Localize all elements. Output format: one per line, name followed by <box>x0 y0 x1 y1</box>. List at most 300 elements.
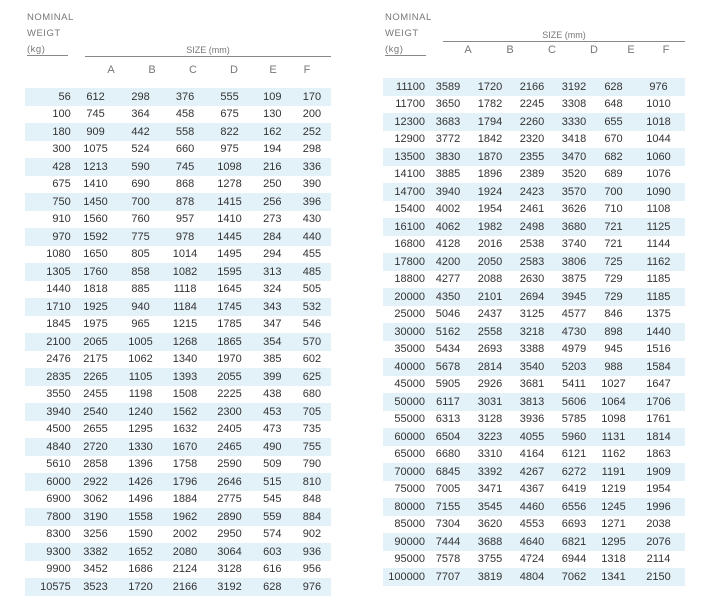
table-row <box>25 228 331 246</box>
size-cell-d: 5411 <box>553 376 595 394</box>
size-cell-b: 3031 <box>469 393 511 411</box>
size-cell-f: 755 <box>293 438 331 456</box>
size-cell-c: 878 <box>163 193 207 211</box>
size-cell-b: 965 <box>118 316 162 334</box>
size-cell-d: 3308 <box>553 96 595 114</box>
column-letter: D <box>574 44 614 56</box>
size-cell-e: 324 <box>252 281 293 299</box>
table-row <box>383 306 685 324</box>
table-row <box>25 246 331 264</box>
size-cell-b: 1720 <box>118 578 162 596</box>
size-cell-a: 4350 <box>427 288 469 306</box>
size-cell-f: 810 <box>293 473 331 491</box>
nominal-weight-cell: 25000 <box>383 306 427 324</box>
nominal-weight-cell: 5610 <box>25 456 73 474</box>
size-cell-a: 1213 <box>73 158 119 176</box>
size-cell-c: 2355 <box>511 148 553 166</box>
size-cell-f: 1010 <box>632 96 685 114</box>
size-cell-e: 648 <box>595 96 632 114</box>
size-cell-f: 440 <box>293 228 331 246</box>
nominal-weight-cell: 13500 <box>383 148 427 166</box>
size-cell-b: 3471 <box>469 481 511 499</box>
size-cell-d: 6556 <box>553 498 595 516</box>
size-cell-f: 532 <box>293 298 331 316</box>
size-cell-f: 976 <box>293 578 331 596</box>
size-cell-d: 6821 <box>553 533 595 551</box>
size-cell-c: 3125 <box>511 306 553 324</box>
size-cell-f: 848 <box>293 491 331 509</box>
nominal-weight-cell: 75000 <box>383 481 427 499</box>
size-cell-d: 1595 <box>207 263 251 281</box>
size-cell-a: 6680 <box>427 446 469 464</box>
size-cell-a: 1925 <box>73 298 119 316</box>
table-row <box>25 88 331 106</box>
nominal-weight-cell: 14100 <box>383 166 427 184</box>
size-cell-a: 3062 <box>73 491 119 509</box>
table-row <box>25 351 331 369</box>
size-cell-c: 4267 <box>511 463 553 481</box>
size-cell-c: 1118 <box>163 281 207 299</box>
size-cell-b: 2101 <box>469 288 511 306</box>
table-row <box>383 183 685 201</box>
nominal-weight-cell: 70000 <box>383 463 427 481</box>
size-cell-d: 2590 <box>207 456 251 474</box>
nominal-weight-cell: 14700 <box>383 183 427 201</box>
size-cell-e: 721 <box>595 218 632 236</box>
nominal-weight-cell: 1305 <box>25 263 73 281</box>
size-cell-f: 430 <box>293 211 331 229</box>
size-cell-c: 4640 <box>511 533 553 551</box>
size-cell-a: 745 <box>73 106 119 124</box>
size-cell-b: 1842 <box>469 131 511 149</box>
size-cell-e: 250 <box>252 176 293 194</box>
size-cell-a: 3683 <box>427 113 469 131</box>
size-cell-f: 200 <box>293 106 331 124</box>
size-cell-a: 3256 <box>73 526 119 544</box>
nominal-weight-cell: 6000 <box>25 473 73 491</box>
nominal-weight-cell: 18800 <box>383 271 427 289</box>
size-cell-e: 385 <box>252 351 293 369</box>
column-letter: C <box>532 44 572 56</box>
size-cell-e: 490 <box>252 438 293 456</box>
size-cell-c: 3218 <box>511 323 553 341</box>
size-cell-e: 313 <box>252 263 293 281</box>
size-cell-e: 109 <box>252 88 293 106</box>
size-cell-d: 1785 <box>207 316 251 334</box>
size-cell-b: 3223 <box>469 428 511 446</box>
size-cell-c: 1393 <box>163 368 207 386</box>
left-size-table <box>25 88 331 596</box>
size-cell-e: 1162 <box>595 446 632 464</box>
table-row <box>383 393 685 411</box>
size-cell-a: 7707 <box>427 568 469 586</box>
nominal-weight-cell: 95000 <box>383 551 427 569</box>
size-cell-e: 473 <box>252 421 293 439</box>
size-cell-c: 4804 <box>511 568 553 586</box>
size-cell-c: 2630 <box>511 271 553 289</box>
size-cell-d: 3875 <box>553 271 595 289</box>
size-cell-f: 396 <box>293 193 331 211</box>
size-cell-f: 1162 <box>632 253 685 271</box>
size-cell-c: 3681 <box>511 376 553 394</box>
table-row <box>383 463 685 481</box>
table-row <box>383 323 685 341</box>
size-cell-a: 1560 <box>73 211 119 229</box>
size-cell-b: 3310 <box>469 446 511 464</box>
size-cell-d: 6121 <box>553 446 595 464</box>
size-cell-a: 6313 <box>427 411 469 429</box>
nominal-weight-label: NOMINAL WEIGT (kg) <box>385 10 432 58</box>
size-cell-a: 1760 <box>73 263 119 281</box>
size-underline <box>443 41 685 42</box>
size-cell-d: 3192 <box>553 78 595 96</box>
size-cell-a: 2655 <box>73 421 119 439</box>
size-cell-d: 3680 <box>553 218 595 236</box>
size-cell-e: 294 <box>252 246 293 264</box>
size-cell-c: 2320 <box>511 131 553 149</box>
size-cell-d: 5203 <box>553 358 595 376</box>
size-cell-b: 1924 <box>469 183 511 201</box>
nominal-weight-cell: 35000 <box>383 341 427 359</box>
size-cell-c: 957 <box>163 211 207 229</box>
size-cell-a: 2065 <box>73 333 119 351</box>
size-cell-f: 1076 <box>632 166 685 184</box>
size-cell-b: 1652 <box>118 543 162 561</box>
size-cell-b: 3545 <box>469 498 511 516</box>
size-cell-f: 902 <box>293 526 331 544</box>
size-cell-b: 2814 <box>469 358 511 376</box>
table-row <box>25 526 331 544</box>
size-cell-d: 6944 <box>553 551 595 569</box>
nominal-weight-cell: 4840 <box>25 438 73 456</box>
size-cell-e: 1271 <box>595 516 632 534</box>
table-row <box>383 428 685 446</box>
column-letter: B <box>490 44 530 56</box>
nominal-weight-cell: 40000 <box>383 358 427 376</box>
size-cell-b: 1896 <box>469 166 511 184</box>
nominal-weight-cell: 30000 <box>383 323 427 341</box>
nominal-weight-cell: 50000 <box>383 393 427 411</box>
size-cell-f: 790 <box>293 456 331 474</box>
nominal-weight-cell: 11100 <box>383 78 427 96</box>
size-cell-b: 524 <box>118 141 162 159</box>
size-cell-b: 1330 <box>118 438 162 456</box>
table-row <box>383 411 685 429</box>
size-cell-a: 1450 <box>73 193 119 211</box>
size-cell-d: 1410 <box>207 211 251 229</box>
size-cell-c: 2389 <box>511 166 553 184</box>
size-cell-e: 347 <box>252 316 293 334</box>
size-cell-d: 2300 <box>207 403 251 421</box>
size-cell-e: 162 <box>252 123 293 141</box>
size-cell-d: 4730 <box>553 323 595 341</box>
size-cell-f: 546 <box>293 316 331 334</box>
size-cell-e: 1318 <box>595 551 632 569</box>
table-row <box>25 543 331 561</box>
size-cell-b: 2088 <box>469 271 511 289</box>
size-cell-b: 1396 <box>118 456 162 474</box>
nominal-weight-cell: 750 <box>25 193 73 211</box>
table-row <box>25 211 331 229</box>
size-cell-c: 2423 <box>511 183 553 201</box>
size-cell-b: 775 <box>118 228 162 246</box>
size-cell-c: 3936 <box>511 411 553 429</box>
size-cell-b: 1062 <box>118 351 162 369</box>
nominal-weight-cell: 90000 <box>383 533 427 551</box>
size-cell-b: 2926 <box>469 376 511 394</box>
nominal-weight-cell: 3550 <box>25 386 73 404</box>
size-cell-f: 1125 <box>632 218 685 236</box>
size-cell-d: 1745 <box>207 298 251 316</box>
table-row <box>25 158 331 176</box>
size-cell-a: 612 <box>73 88 119 106</box>
table-row <box>25 561 331 579</box>
size-cell-d: 2950 <box>207 526 251 544</box>
size-label: SIZE (mm) <box>443 30 685 40</box>
table-row <box>383 166 685 184</box>
table-row <box>383 201 685 219</box>
nominal-weight-cell: 16100 <box>383 218 427 236</box>
size-cell-c: 1962 <box>163 508 207 526</box>
table-row <box>383 253 685 271</box>
nominal-weight-cell: 3940 <box>25 403 73 421</box>
size-cell-d: 2465 <box>207 438 251 456</box>
size-cell-c: 660 <box>163 141 207 159</box>
size-cell-b: 1686 <box>118 561 162 579</box>
size-cell-e: 1064 <box>595 393 632 411</box>
table-row <box>25 263 331 281</box>
size-cell-c: 2583 <box>511 253 553 271</box>
size-cell-e: 574 <box>252 526 293 544</box>
size-cell-a: 6117 <box>427 393 469 411</box>
size-cell-f: 2038 <box>632 516 685 534</box>
size-cell-d: 3740 <box>553 236 595 254</box>
table-row <box>25 141 331 159</box>
size-cell-d: 3470 <box>553 148 595 166</box>
size-cell-a: 2720 <box>73 438 119 456</box>
size-cell-e: 689 <box>595 166 632 184</box>
left-table-panel <box>25 0 331 596</box>
size-cell-d: 822 <box>207 123 251 141</box>
size-cell-b: 1426 <box>118 473 162 491</box>
size-cell-a: 3382 <box>73 543 119 561</box>
size-cell-b: 1295 <box>118 421 162 439</box>
nominal-weight-cell: 2100 <box>25 333 73 351</box>
size-cell-e: 670 <box>595 131 632 149</box>
nominal-weight-cell: 45000 <box>383 376 427 394</box>
column-letter: B <box>132 64 172 76</box>
size-cell-b: 3620 <box>469 516 511 534</box>
nominal-weight-cell: 55000 <box>383 411 427 429</box>
size-cell-c: 376 <box>163 88 207 106</box>
nominal-weight-cell: 100 <box>25 106 73 124</box>
size-cell-d: 1445 <box>207 228 251 246</box>
size-cell-e: 1098 <box>595 411 632 429</box>
size-cell-e: 846 <box>595 306 632 324</box>
size-cell-c: 4724 <box>511 551 553 569</box>
size-cell-d: 6419 <box>553 481 595 499</box>
size-cell-d: 3626 <box>553 201 595 219</box>
size-cell-b: 1005 <box>118 333 162 351</box>
nominal-weight-cell: 10575 <box>25 578 73 596</box>
size-cell-d: 1098 <box>207 158 251 176</box>
empty-cell <box>511 586 553 603</box>
nominal-weight-cell: 7800 <box>25 508 73 526</box>
nominal-weight-cell: 8300 <box>25 526 73 544</box>
size-cell-f: 336 <box>293 158 331 176</box>
size-cell-b: 1240 <box>118 403 162 421</box>
nominal-weight-cell: 2835 <box>25 368 73 386</box>
size-cell-e: 898 <box>595 323 632 341</box>
size-cell-e: 945 <box>595 341 632 359</box>
size-cell-b: 364 <box>118 106 162 124</box>
size-cell-e: 1027 <box>595 376 632 394</box>
column-letter: F <box>646 44 686 56</box>
size-cell-c: 4367 <box>511 481 553 499</box>
right-table-panel <box>383 0 685 603</box>
size-cell-f: 1440 <box>632 323 685 341</box>
size-cell-a: 4128 <box>427 236 469 254</box>
nominal-weight-cell: 9300 <box>25 543 73 561</box>
size-cell-a: 7304 <box>427 516 469 534</box>
size-cell-b: 858 <box>118 263 162 281</box>
size-cell-d: 6272 <box>553 463 595 481</box>
size-cell-b: 1496 <box>118 491 162 509</box>
size-cell-c: 2124 <box>163 561 207 579</box>
column-letter: A <box>448 44 488 56</box>
column-letter: C <box>173 64 213 76</box>
size-cell-f: 570 <box>293 333 331 351</box>
size-cell-f: 505 <box>293 281 331 299</box>
size-cell-f: 1516 <box>632 341 685 359</box>
table-row <box>25 473 331 491</box>
size-cell-d: 1865 <box>207 333 251 351</box>
size-cell-a: 2922 <box>73 473 119 491</box>
size-cell-e: 603 <box>252 543 293 561</box>
nominal-weight-cell: 60000 <box>383 428 427 446</box>
size-cell-d: 2225 <box>207 386 251 404</box>
column-letter: D <box>214 64 254 76</box>
size-cell-b: 1590 <box>118 526 162 544</box>
table-row <box>383 271 685 289</box>
size-cell-e: 559 <box>252 508 293 526</box>
size-cell-f: 2114 <box>632 551 685 569</box>
size-cell-c: 1268 <box>163 333 207 351</box>
size-cell-b: 590 <box>118 158 162 176</box>
size-cell-c: 2260 <box>511 113 553 131</box>
size-cell-a: 3772 <box>427 131 469 149</box>
size-cell-d: 5606 <box>553 393 595 411</box>
table-row <box>25 281 331 299</box>
size-cell-a: 2858 <box>73 456 119 474</box>
size-cell-b: 1982 <box>469 218 511 236</box>
size-cell-a: 2540 <box>73 403 119 421</box>
size-cell-c: 1184 <box>163 298 207 316</box>
size-cell-a: 3650 <box>427 96 469 114</box>
size-cell-a: 3940 <box>427 183 469 201</box>
size-cell-e: 655 <box>595 113 632 131</box>
size-cell-e: 725 <box>595 253 632 271</box>
empty-cell <box>383 586 427 603</box>
size-cell-d: 2646 <box>207 473 251 491</box>
empty-cell <box>469 586 511 603</box>
size-cell-d: 1970 <box>207 351 251 369</box>
size-cell-c: 4164 <box>511 446 553 464</box>
size-cell-b: 1105 <box>118 368 162 386</box>
size-cell-b: 940 <box>118 298 162 316</box>
size-cell-d: 2405 <box>207 421 251 439</box>
size-cell-f: 1185 <box>632 288 685 306</box>
table-row <box>383 131 685 149</box>
table-row <box>25 456 331 474</box>
table-row <box>383 498 685 516</box>
size-cell-b: 2437 <box>469 306 511 324</box>
size-cell-f: 485 <box>293 263 331 281</box>
table-row <box>25 403 331 421</box>
size-cell-e: 284 <box>252 228 293 246</box>
empty-cell <box>595 586 632 603</box>
table-row <box>383 218 685 236</box>
size-cell-d: 3330 <box>553 113 595 131</box>
table-row <box>383 533 685 551</box>
size-cell-e: 628 <box>595 78 632 96</box>
nominal-weight-cell: 1440 <box>25 281 73 299</box>
nominal-weight-cell: 11700 <box>383 96 427 114</box>
size-cell-d: 3192 <box>207 578 251 596</box>
size-cell-c: 745 <box>163 158 207 176</box>
nominal-weight-cell: 1710 <box>25 298 73 316</box>
nominal-weight-cell: 970 <box>25 228 73 246</box>
size-cell-e: 1131 <box>595 428 632 446</box>
size-cell-d: 5785 <box>553 411 595 429</box>
size-cell-d: 3418 <box>553 131 595 149</box>
size-cell-d: 975 <box>207 141 251 159</box>
table-row <box>25 421 331 439</box>
size-cell-a: 3190 <box>73 508 119 526</box>
size-cell-a: 7444 <box>427 533 469 551</box>
nominal-weight-cell: 9900 <box>25 561 73 579</box>
nominal-weight-cell: 16800 <box>383 236 427 254</box>
size-cell-e: 515 <box>252 473 293 491</box>
size-cell-c: 978 <box>163 228 207 246</box>
empty-cell <box>632 586 685 603</box>
size-cell-e: 682 <box>595 148 632 166</box>
size-cell-f: 1090 <box>632 183 685 201</box>
size-cell-b: 885 <box>118 281 162 299</box>
size-cell-f: 680 <box>293 386 331 404</box>
nominal-weight-cell: 675 <box>25 176 73 194</box>
size-cell-b: 2050 <box>469 253 511 271</box>
table-row <box>25 316 331 334</box>
table-row <box>25 368 331 386</box>
size-cell-f: 1144 <box>632 236 685 254</box>
right-table-header <box>383 0 685 78</box>
size-cell-a: 4200 <box>427 253 469 271</box>
size-cell-f: 976 <box>632 78 685 96</box>
size-cell-d: 3570 <box>553 183 595 201</box>
size-cell-f: 390 <box>293 176 331 194</box>
size-cell-c: 458 <box>163 106 207 124</box>
table-row <box>25 106 331 124</box>
size-cell-c: 2080 <box>163 543 207 561</box>
size-cell-b: 1720 <box>469 78 511 96</box>
size-cell-a: 4277 <box>427 271 469 289</box>
nominal-weight-cell: 17800 <box>383 253 427 271</box>
size-cell-e: 256 <box>252 193 293 211</box>
size-cell-c: 4460 <box>511 498 553 516</box>
empty-cell <box>553 586 595 603</box>
size-cell-f: 1044 <box>632 131 685 149</box>
